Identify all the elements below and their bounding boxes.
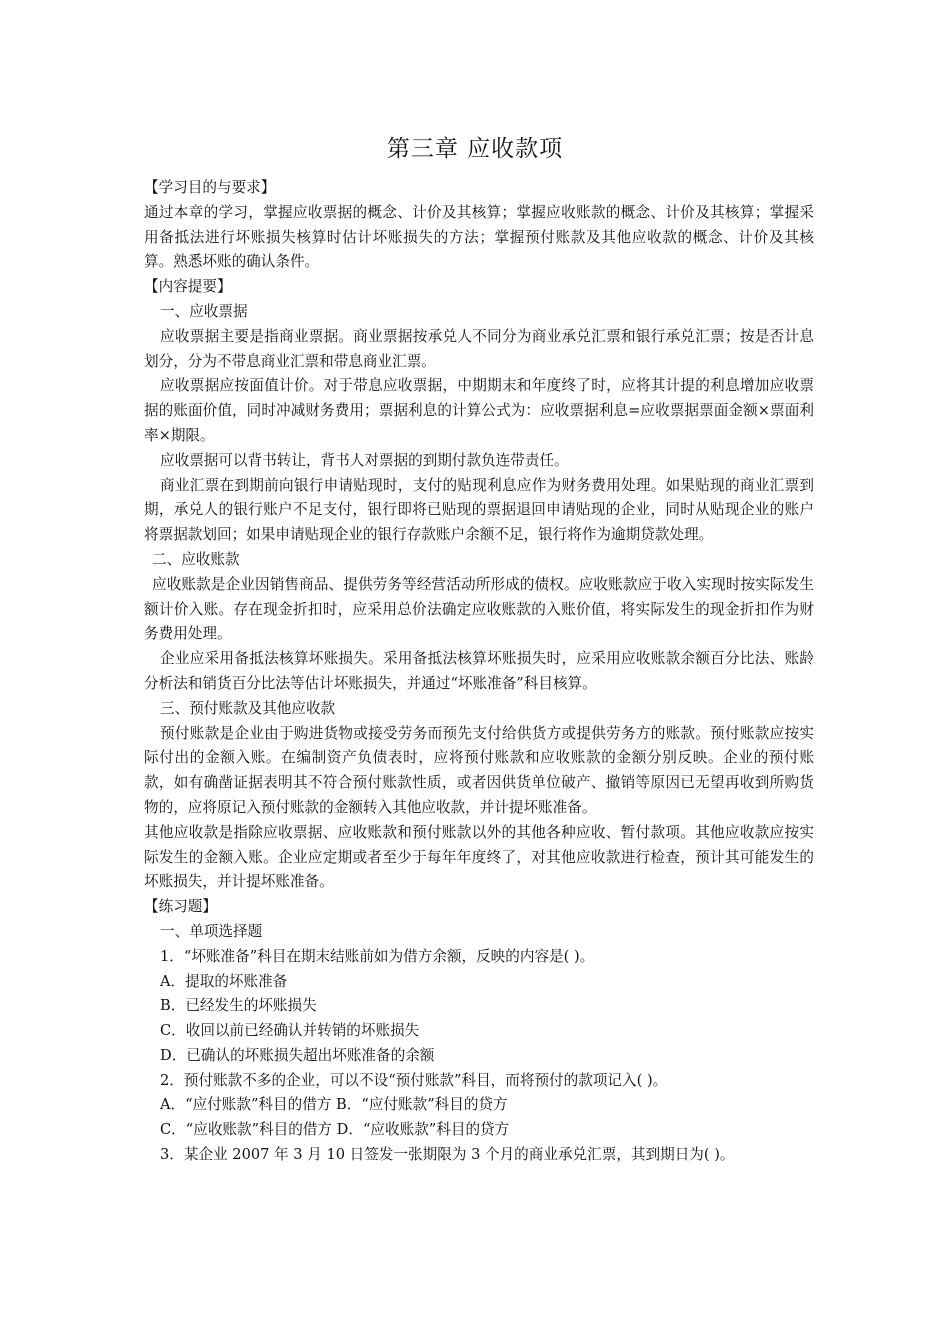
question-1-option-b: B．已经发生的坏账损失 [160,997,317,1015]
question-2: 2．预付账款不多的企业，可以不设“预付账款”科目，而将预付的款项记入( )。 [160,1071,668,1089]
section3-paragraph: 预付账款是企业由于购进货物或接受劳务而预先支付给供货方或提供劳务方的账款。预付账款应按实际付出的金额入账。在编制资产负债表时，应将预付账款和应收账款的金额分别反映。企业的预付账款，如有确凿证据表明其不符合预付账款性质，或者因供货单位破产、撤销等原因已无望再收到所购货物的，应将原记入预付账款的金额转入其他应收款，并计提坏账准备。 [144,724,814,816]
question-3: 3．某企业 2007 年 3 月 10 日签发一张期限为 3 个月的商业承兑汇票，其到期日为( )。 [160,1146,735,1164]
section1-paragraph: 应收票据应按面值计价。对于带息应收票据，中期期末和年度终了时，应将其计提的利息增加应收票据的账面价值，同时冲减财务费用；票据利息的计算公式为：应收票据利息=应收票据票面金额×票面利率×期限。 [144,377,814,444]
exercises-header: 【练习题】 [144,898,217,916]
question-1-option-d: D．已确认的坏账损失超出坏账准备的余额 [160,1046,435,1064]
question-1-option-c: C．收回以前已经确认并转销的坏账损失 [160,1022,420,1040]
section2-heading: 二、应收账款 [152,550,240,568]
section1-heading: 一、应收票据 [160,302,248,320]
section2-paragraph: 应收账款是企业因销售商品、提供劳务等经营活动所形成的债权。应收账款应于收入实现时按实际发生额计价入账。存在现金折扣时，应采用总价法确定应收账款的入账价值，将实际发生的现金折扣作为财务费用处理。 [144,575,814,643]
section2-paragraph: 企业应采用备抵法核算坏账损失。采用备抵法核算坏账损失时，应采用应收账款余额百分比法、账龄分析法和销货百分比法等估计坏账损失，并通过“坏账准备”科目核算。 [144,650,814,692]
question-2-options-cd: C．“应收账款”科目的借方 D．“应收账款”科目的贷方 [160,1121,510,1139]
section3-paragraph: 其他应收款是指除应收票据、应收账款和预付账款以外的其他各种应收、暂付款项。其他应收款应按实际发生的金额入账。企业应定期或者至少于每年年度终了，对其他应收款进行检查，预计其可能发生的坏账损失，并计提坏账准备。 [144,823,814,891]
chapter-title: 第三章 应收款项 [386,136,564,162]
objectives-text: 通过本章的学习，掌握应收票据的概念、计价及其核算；掌握应收账款的概念、计价及其核算；掌握采用备抵法进行坏账损失核算时估计坏账损失的方法；掌握预付账款及其他应收款的概念、计价及其核算。熟悉坏账的确认条件。 [144,203,814,271]
section1-paragraph: 应收票据可以背书转让，背书人对票据的到期付款负连带责任。 [160,451,569,469]
section1-paragraph: 应收票据主要是指商业票据。商业票据按承兑人不同分为商业承兑汇票和银行承兑汇票；按是否计息划分，分为不带息商业汇票和带息商业汇票。 [144,327,814,370]
content-header: 【内容提要】 [144,278,232,296]
objectives-header: 【学习目的与要求】 [144,179,276,196]
section1-paragraph: 商业汇票在到期前向银行申请贴现时，支付的贴现利息应作为财务费用处理。如果贴现的商业汇票到期，承兑人的银行账户不足支付，银行即将已贴现的票据退回申请贴现的企业，同时从贴现企业的账户将票据款划回；如果申请贴现企业的银行存款账户余额不足，银行将作为逾期贷款处理。 [144,476,814,544]
question-2-options-ab: A．“应付账款”科目的借方 B．“应付账款”科目的贷方 [160,1096,508,1114]
question-1: 1．“坏账准备”科目在期末结账前如为借方余额，反映的内容是( )。 [160,947,595,965]
document-body [144,176,814,1168]
question-1-option-a: A．提取的坏账准备 [160,972,288,990]
section3-heading: 三、预付账款及其他应收款 [160,699,336,717]
exercise-part-heading: 一、单项选择题 [160,922,263,940]
